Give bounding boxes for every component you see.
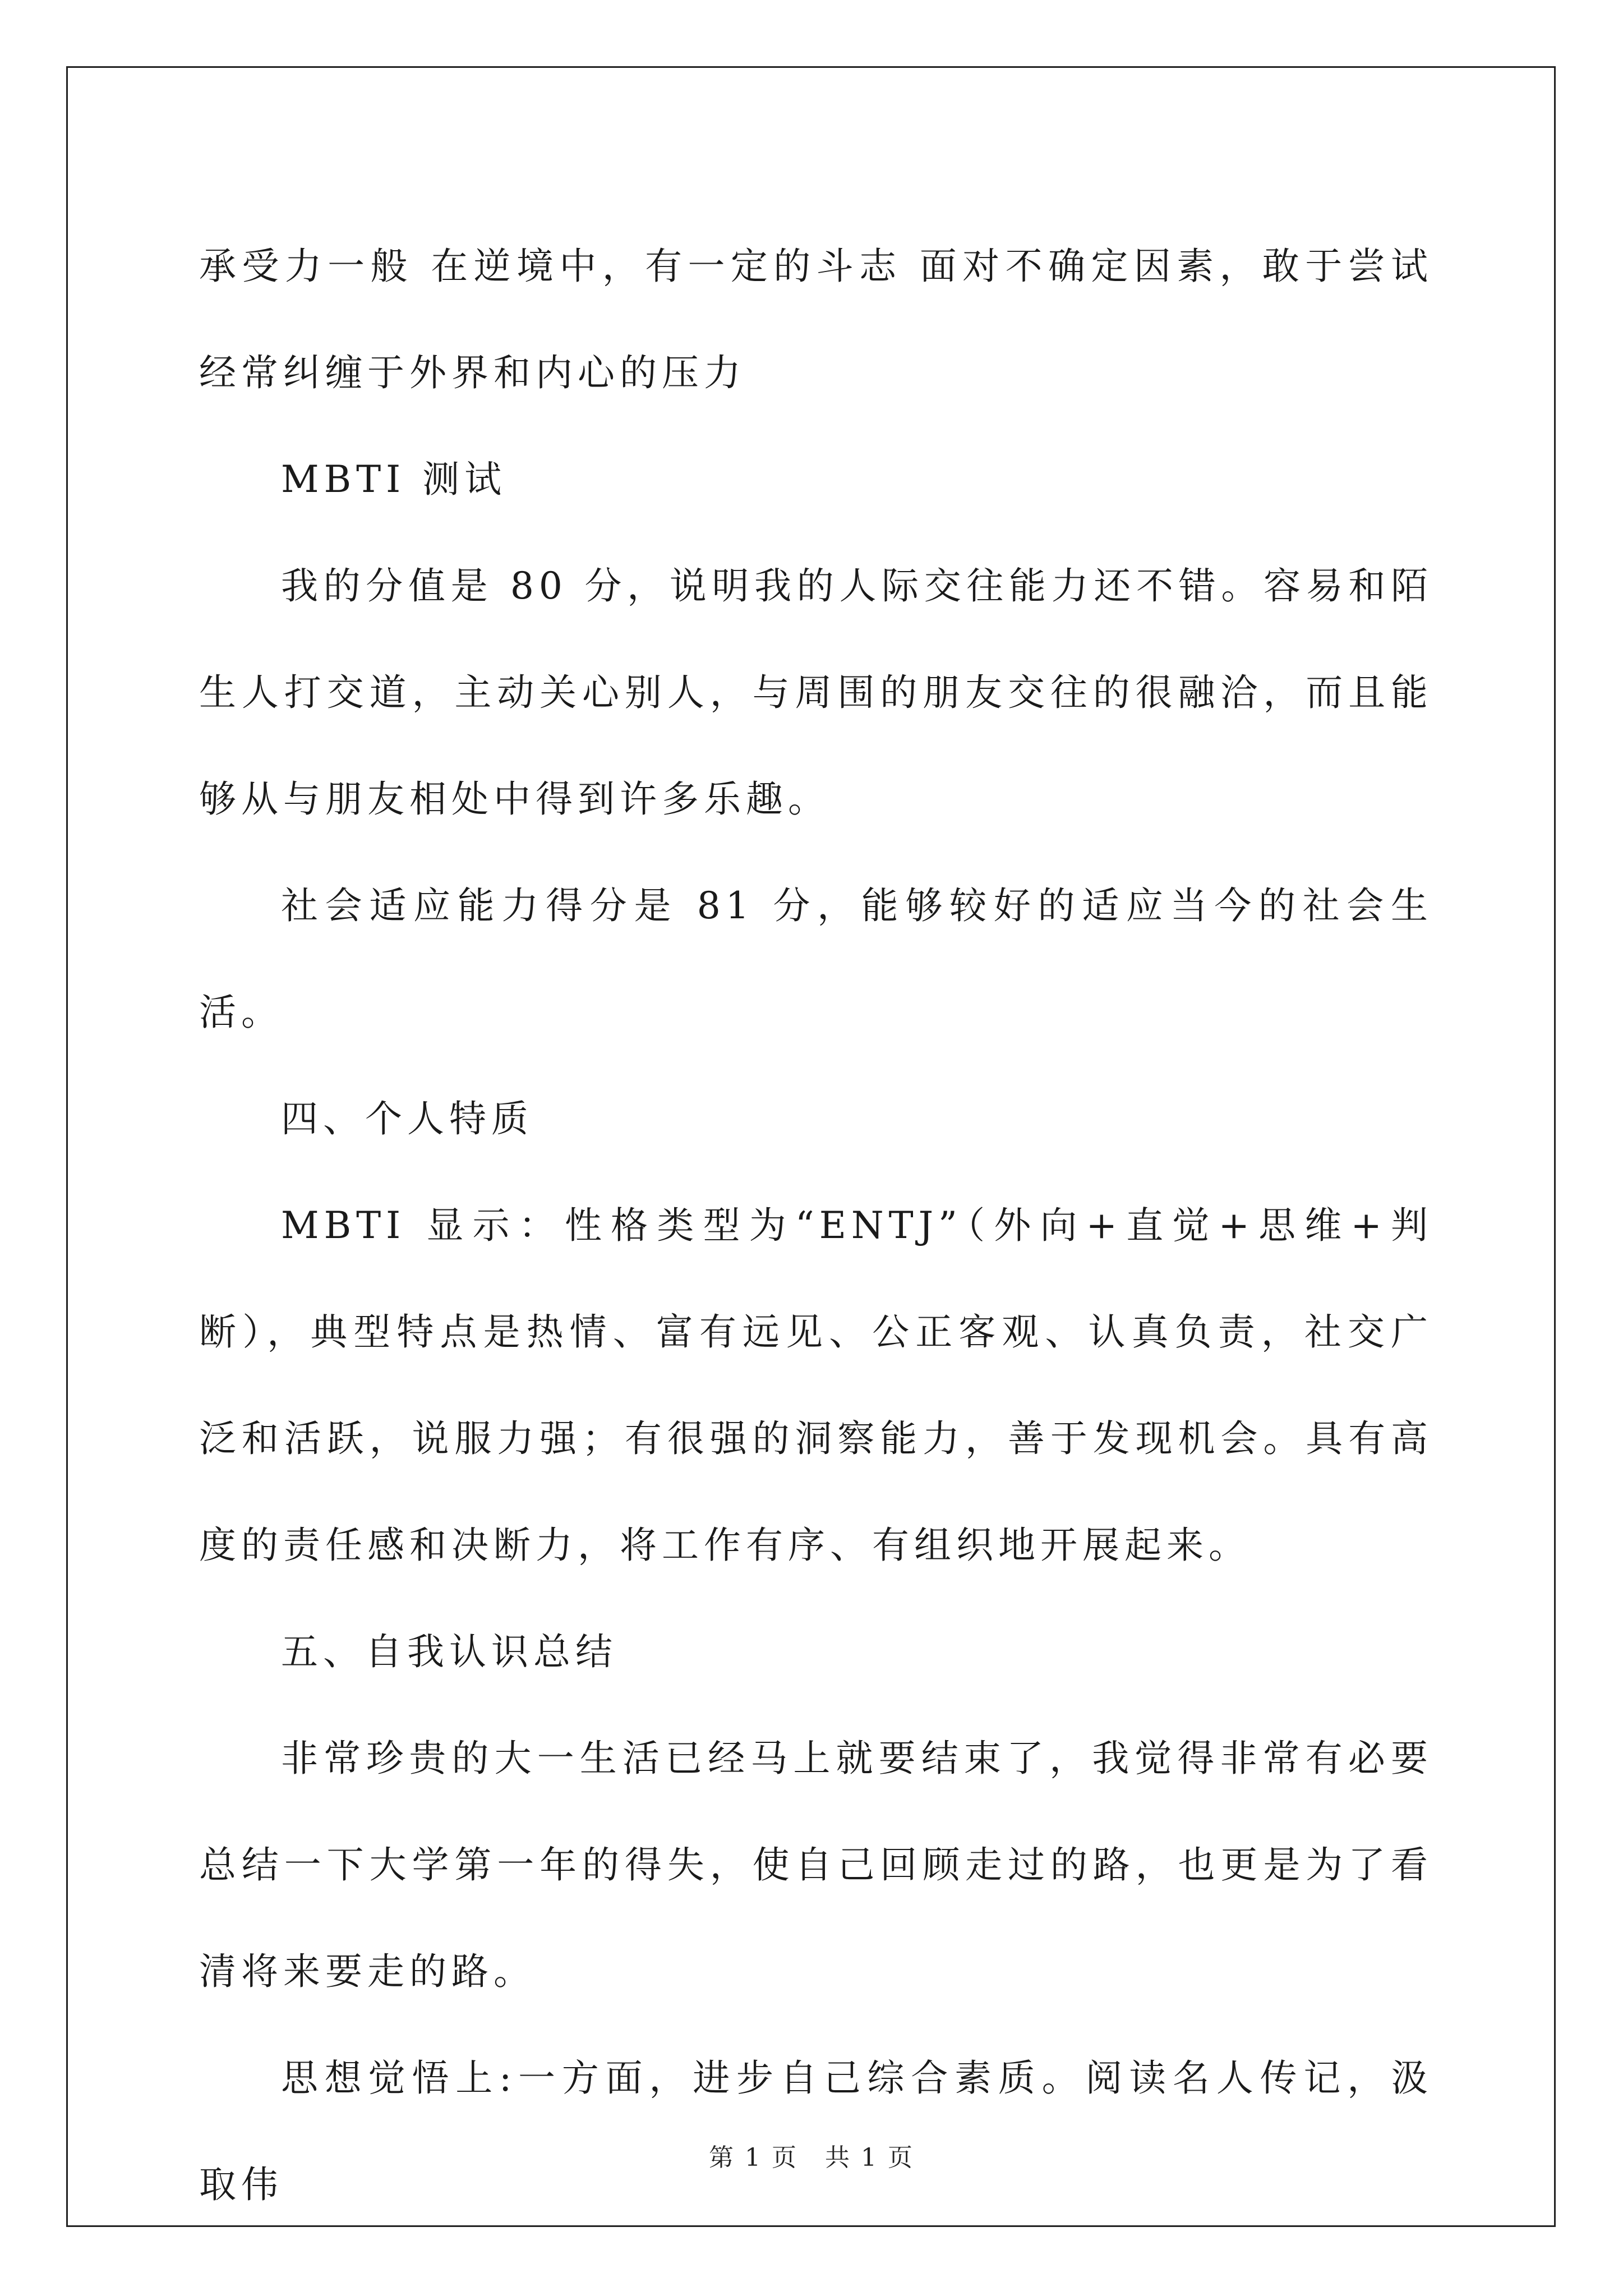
paragraph-interpersonal-score: 我的分值是 80 分，说明我的人际交往能力还不错。容易和陌生人打交道，主动关心别人，与周围的朋友交往的很融洽，而且能够从与朋友相处中得到许多乐趣。 [199,564,1433,821]
paragraph-freshman-year-summary: 非常珍贵的大一生活已经马上就要结束了，我觉得非常有必要总结一下大学第一年的得失，使自己回顾走过的路，也更是为了看清将来要走的路。 [199,1737,1433,1993]
paragraph-stress-tolerance: 承受力一般 在逆境中，有一定的斗志 面对不确定因素，敢于尝试 经常纠缠于外界和内心的压力 [199,245,1433,394]
section-heading-self-summary: 五、自我认识总结 [281,1630,617,1673]
paragraph-mbti-result: MBTI 显示：性格类型为“ENTJ”（外向+直觉+思维+判断），典型特点是热情、富有远见、公正客观、认真负责，社交广泛和活跃，说服力强；有很强的洞察能力，善于发现机会。具有高度的责任感和决断力，将工作有序、有组织地开展起来。 [199,1204,1433,1567]
page-total: 共 1 页 [825,2143,914,2172]
page-footer [0,2137,1623,2173]
page-number: 第 1 页 [709,2143,798,2172]
paragraph-social-adaptation: 社会适应能力得分是 81 分，能够较好的适应当今的社会生活。 [199,884,1433,1034]
paragraph-mbti-test-heading: MBTI 测试 [281,458,507,501]
section-heading-personal-traits: 四、个人特质 [281,1097,533,1140]
document-body [199,213,1433,2238]
paragraph-ideological-awareness: 思想觉悟上:一方面，进步自己综合素质。阅读名人传记，汲取伟 [199,2056,1433,2206]
